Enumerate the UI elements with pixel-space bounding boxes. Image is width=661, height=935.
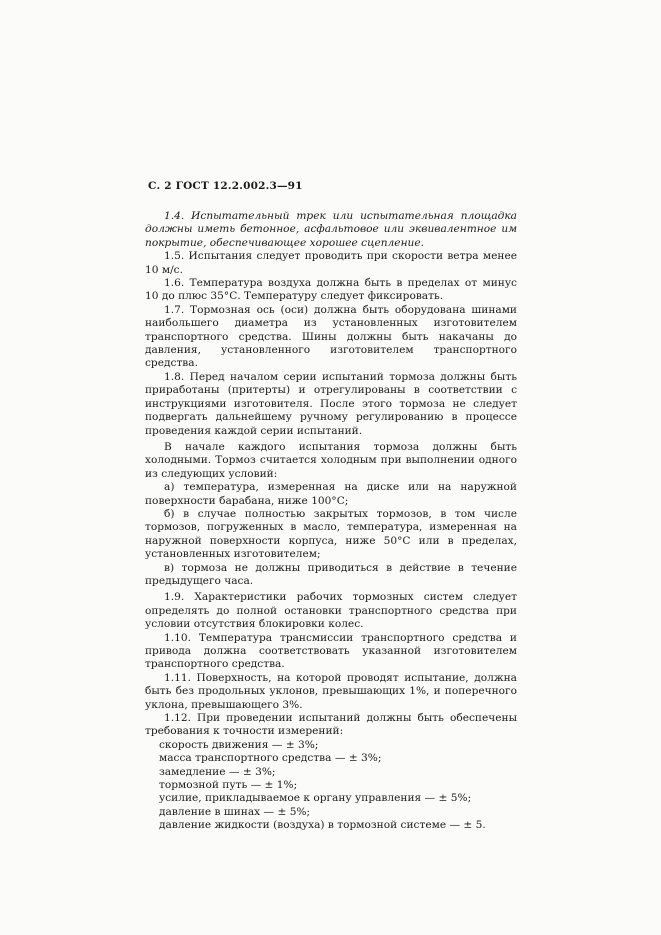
- condition-c: в) тормоза не должны приводиться в действие в течение предыдущего часа.: [145, 561, 517, 587]
- accuracy-item: масса транспортного средства — ± 3%;: [159, 752, 382, 765]
- document-body: [145, 210, 517, 833]
- paragraph-1-7: 1.7. Тормозная ось (оси) должна быть оборудована шинами наибольшего диаметра из установленных изготовителем транспортного средства. Шины должны быть накачаны до давления, установленного изготовителем транспортного средства.: [145, 303, 517, 370]
- accuracy-item: скорость движения — ± 3%;: [159, 738, 319, 751]
- paragraph-1-11: 1.11. Поверхность, на которой проводят испытание, должна быть без продольных уклонов, превышающих 1%, и поперечного уклона, превышающего 3%.: [145, 671, 517, 711]
- condition-a: а) температура, измеренная на диске или на наружной поверхности барабана, ниже 100°С;: [145, 481, 517, 507]
- condition-b: б) в случае полностью закрытых тормозов, в том числе тормозов, погруженных в масло, температура, измеренная на наружной поверхности корпуса, ниже 50°С или в пределах, установленных изготовителем;: [145, 507, 517, 561]
- paragraph-cold-brakes: В начале каждого испытания тормоза должны быть холодными. Тормоз считается холодным при выполнении одного из следующих условий:: [145, 440, 517, 480]
- paragraph-1-12: 1.12. При проведении испытаний должны быть обеспечены требования к точности измерений:: [145, 712, 517, 738]
- accuracy-item: тормозной путь — ± 1%;: [159, 779, 298, 792]
- paragraph-1-6: 1.6. Температура воздуха должна быть в пределах от минус 10 до плюс 35°С. Температуру следует фиксировать.: [145, 277, 517, 303]
- accuracy-item: усилие, прикладываемое к органу управления — ± 5%;: [159, 792, 472, 805]
- paragraph-1-10: 1.10. Температура трансмиссии транспортного средства и привода должна соответствовать указанной изготовителем транспортного средства.: [145, 631, 517, 671]
- accuracy-item: замедление — ± 3%;: [159, 765, 276, 778]
- paragraph-1-4: 1.4. Испытательный трек или испытательная площадка должны иметь бетонное, асфальтовое или эквивалентное им покрытие, обеспечивающее хорошее сцепление.: [145, 210, 517, 249]
- accuracy-item: давление жидкости (воздуха) в тормозной системе — ± 5.: [159, 819, 486, 832]
- page-header: С. 2 ГОСТ 12.2.002.3—91: [148, 180, 303, 192]
- accuracy-item: давление в шинах — ± 5%;: [159, 805, 311, 818]
- paragraph-1-9: 1.9. Характеристики рабочих тормозных систем следует определять до полной остановки транспортного средства при условии отсутствия блокировки колес.: [145, 591, 517, 631]
- paragraph-1-5: 1.5. Испытания следует проводить при скорости ветра менее 10 м/с.: [145, 250, 517, 276]
- paragraph-1-8: 1.8. Перед началом серии испытаний тормоза должны быть приработаны (притерты) и отрегулированы в соответствии с инструкциями изготовителя. После этого тормоза не следует подвергать дальнейшему ручному регулированию в процессе проведения каждой серии испытаний.: [145, 370, 517, 437]
